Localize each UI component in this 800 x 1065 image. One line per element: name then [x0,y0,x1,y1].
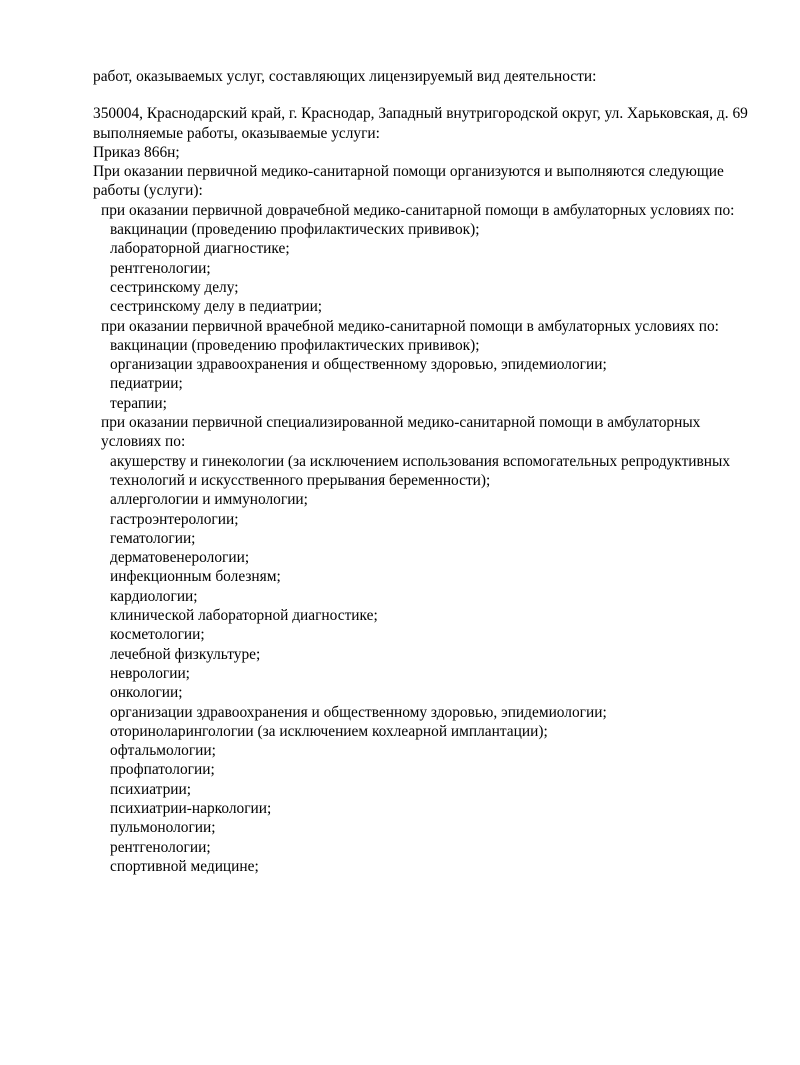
list-item: акушерству и гинекологии (за исключением использования вспомогательных репродуктивных технологий и искусственного прерывания беременности); [110,452,734,489]
list-item: кардиологии; [110,587,198,605]
intro-paragraph: При оказании первичной медико-санитарной помощи организуются и выполняются следующие работы (услуги): [93,163,728,200]
list-item: вакцинации (проведению профилактических прививок); [110,221,480,239]
list-item: онкологии; [110,684,183,702]
order-number: Приказ 866н; [93,143,180,161]
works-label: выполняемые работы, оказываемые услуги: [93,124,380,142]
list-item: профпатологии; [110,761,215,779]
list-item: сестринскому делу; [110,278,239,296]
address: 350004, Краснодарский край, г. Краснодар, Западный внутригородской округ, ул. Харьковская, д. 69 [93,105,748,123]
header-line: работ, оказываемых услуг, составляющих лицензируемый вид деятельности: [93,68,597,85]
list-item: дерматовенерологии; [110,549,250,567]
list-item: спортивной медицине; [110,857,259,875]
list-item: терапии; [110,394,167,412]
list-item: инфекционным болезням; [110,568,281,586]
list-item: неврологии; [110,664,190,682]
list-item: организации здравоохранения и общественному здоровью, эпидемиологии; [110,356,607,374]
section-title: при оказании первичной врачебной медико-санитарной помощи в амбулаторных условиях по: [101,317,719,335]
list-item: рентгенологии; [110,838,211,856]
document-page [93,67,763,876]
list-item: гастроэнтерологии; [110,510,239,528]
list-item: пульмонологии; [110,819,216,837]
list-item: гематологии; [110,529,196,547]
list-item: офтальмологии; [110,742,216,760]
list-item: сестринскому делу в педиатрии; [110,298,323,316]
list-item: косметологии; [110,626,205,644]
list-item: лечебной физкультуре; [110,645,261,663]
list-item: лабораторной диагностике; [110,240,290,258]
list-item: психиатрии-наркологии; [110,799,272,817]
list-item: клинической лабораторной диагностике; [110,607,378,625]
list-item: оториноларингологии (за исключением кохлеарной имплантации); [110,722,548,740]
list-item: организации здравоохранения и общественному здоровью, эпидемиологии; [110,703,607,721]
list-item: психиатрии; [110,780,192,798]
spacer [93,86,763,104]
section-title: при оказании первичной специализированной медико-санитарной помощи в амбулаторных условиях по: [101,414,705,451]
list-item: педиатрии; [110,375,183,393]
list-item: вакцинации (проведению профилактических прививок); [110,336,480,354]
list-item: рентгенологии; [110,259,211,277]
section-title: при оказании первичной доврачебной медико-санитарной помощи в амбулаторных условиях по: [101,201,735,219]
list-item: аллергологии и иммунологии; [110,491,308,509]
